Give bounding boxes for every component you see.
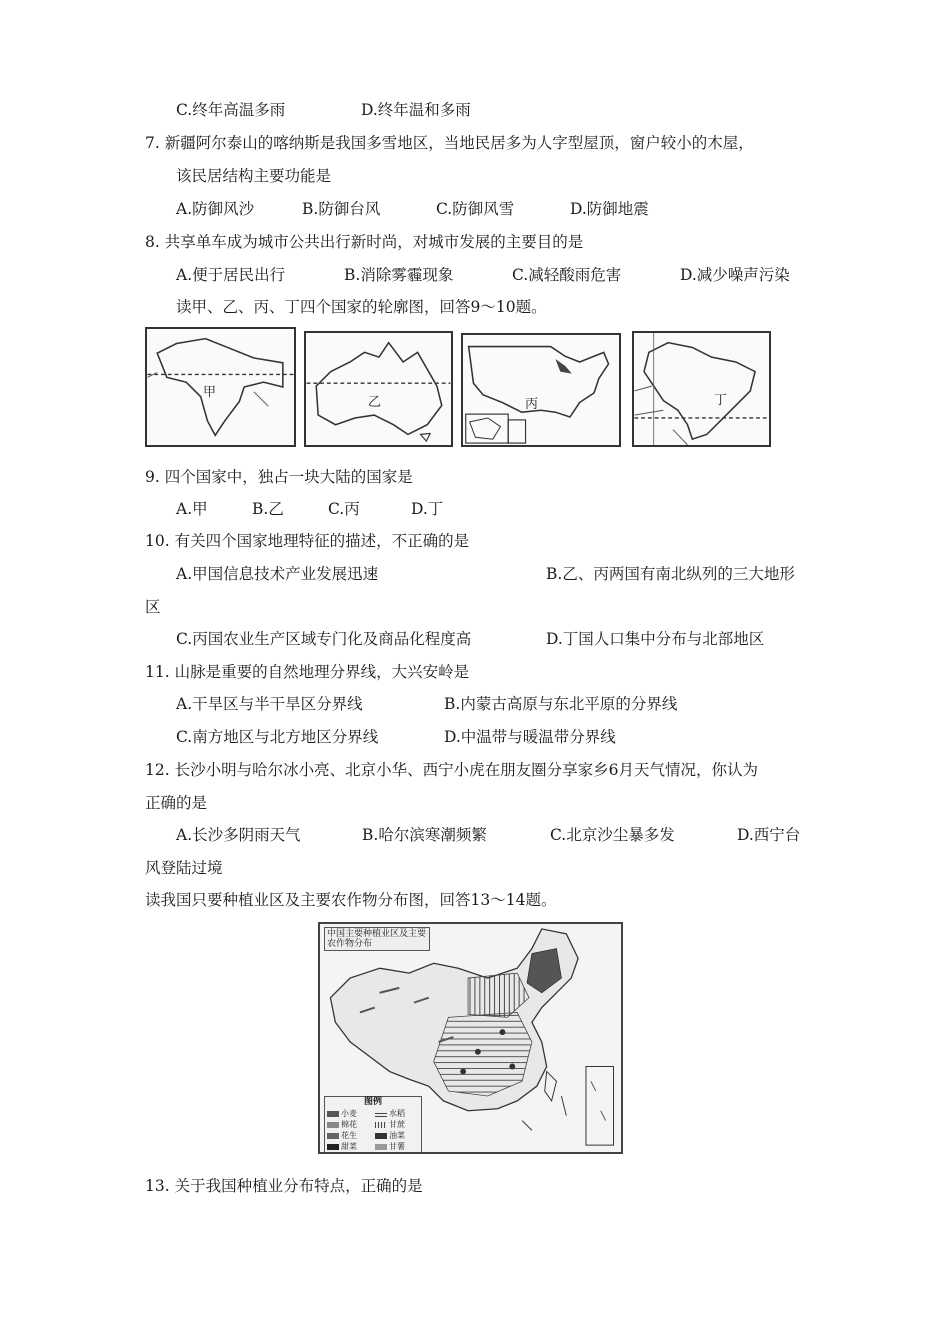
rapeseed-swatch-icon [375,1133,387,1139]
legend-item: 小麦 [327,1109,357,1119]
q8-stem: 8. 共享单车成为城市公共出行新时尚，对城市发展的主要目的是 [145,233,584,251]
q13-stem: 13. 关于我国种植业分布特点，正确的是 [145,1177,423,1195]
legend-item: 花生 [327,1131,357,1141]
wheat-swatch-icon [327,1111,339,1117]
rice-swatch-icon [375,1111,387,1117]
q12-stem-cont: 正确的是 [145,794,208,812]
q9-option-a: A.甲 [176,500,208,518]
q7-option-c: C.防御风雪 [436,200,515,218]
legend-item: 棉花 [327,1120,357,1130]
map-jia [145,327,296,447]
q9-option-d: D.丁 [411,500,444,518]
legend-item: 油菜 [375,1131,405,1141]
china-map-title: 中国主要种植业区及主要农作物分布 [324,927,430,951]
q7-option-d: D.防御地震 [570,200,649,218]
q10-option-d: D.丁国人口集中分布与北部地区 [546,630,765,648]
q7-stem-cont: 该民居结构主要功能是 [176,167,332,185]
q8-option-c: C.减轻酸雨危害 [512,266,622,284]
legend-item: 甘薯 [375,1142,405,1152]
q8-option-d: D.减少噪声污染 [680,266,790,284]
q7-option-a: A.防御风沙 [176,200,255,218]
q9-option-b: B.乙 [252,500,284,518]
map-ding-label: 丁 [714,393,728,408]
cotton-swatch-icon [327,1122,339,1128]
q11-option-c: C.南方地区与北方地区分界线 [176,728,379,746]
q12-option-b: B.哈尔滨寒潮频繁 [362,826,487,844]
q12-option-d: D.西宁台 [737,826,801,844]
q7-option-b: B.防御台风 [302,200,381,218]
map-ding [632,331,771,447]
legend-item: 水稻 [375,1109,405,1119]
map-jia-label: 甲 [203,385,217,400]
q10-option-b-cont: 区 [145,598,161,616]
map-bing-label: 丙 [525,397,539,412]
usa-outline-icon [463,335,619,445]
q11-option-d: D.中温带与暖温带分界线 [444,728,616,746]
q10-option-a: A.甲国信息技术产业发展迅速 [176,565,379,583]
map-yi [304,331,453,447]
legend-item: 甘蔗 [375,1120,405,1130]
q8-option-a: A.便于居民出行 [176,266,286,284]
q7-stem: 7. 新疆阿尔泰山的喀纳斯是我国多雪地区，当地民居多为人字型屋顶，窗户较小的木屋， [145,134,754,152]
australia-outline-icon [306,333,451,445]
q11-option-a: A.干旱区与半干旱区分界线 [176,695,363,713]
q6-option-c: C.终年高温多雨 [176,101,286,119]
india-outline-icon [147,329,294,445]
sweetpotato-swatch-icon [375,1144,387,1150]
q11-stem: 11. 山脉是重要的自然地理分界线，大兴安岭是 [145,663,470,681]
legend-item: 甜菜 [327,1142,357,1152]
intro-9-10: 读甲、乙、丙、丁四个国家的轮廓图，回答9～10题。 [176,298,547,316]
q12-stem: 12. 长沙小明与哈尔冰小亮、北京小华、西宁小虎在朋友圈分享家乡6月天气情况，你认为 [145,761,758,779]
sugarcane-swatch-icon [375,1122,387,1128]
q12-option-a: A.长沙多阴雨天气 [176,826,301,844]
q10-stem: 10. 有关四个国家地理特征的描述，不正确的是 [145,532,470,550]
q10-option-b: B.乙、丙两国有南北纵列的三大地形 [546,565,795,583]
q9-option-c: C.丙 [328,500,360,518]
q8-option-b: B.消除雾霾现象 [344,266,454,284]
intro-13-14: 读我国只要种植业区及主要农作物分布图，回答13～14题。 [145,891,557,909]
legend-title: 图例 [363,1097,382,1107]
brazil-outline-icon [634,333,769,445]
q12-option-d-cont: 风登陆过境 [145,859,223,877]
q6-option-d: D.终年温和多雨 [361,101,471,119]
q10-option-c: C.丙国农业生产区域专门化及商品化程度高 [176,630,472,648]
map-yi-label: 乙 [368,395,382,410]
sugarbeet-swatch-icon [327,1144,339,1150]
china-agriculture-map [318,922,623,1154]
q12-option-c: C.北京沙尘暴多发 [550,826,675,844]
peanut-swatch-icon [327,1133,339,1139]
china-map-legend [324,1096,422,1154]
q11-option-b: B.内蒙古高原与东北平原的分界线 [444,695,678,713]
map-bing [461,333,621,447]
q9-stem: 9. 四个国家中，独占一块大陆的国家是 [145,468,413,486]
